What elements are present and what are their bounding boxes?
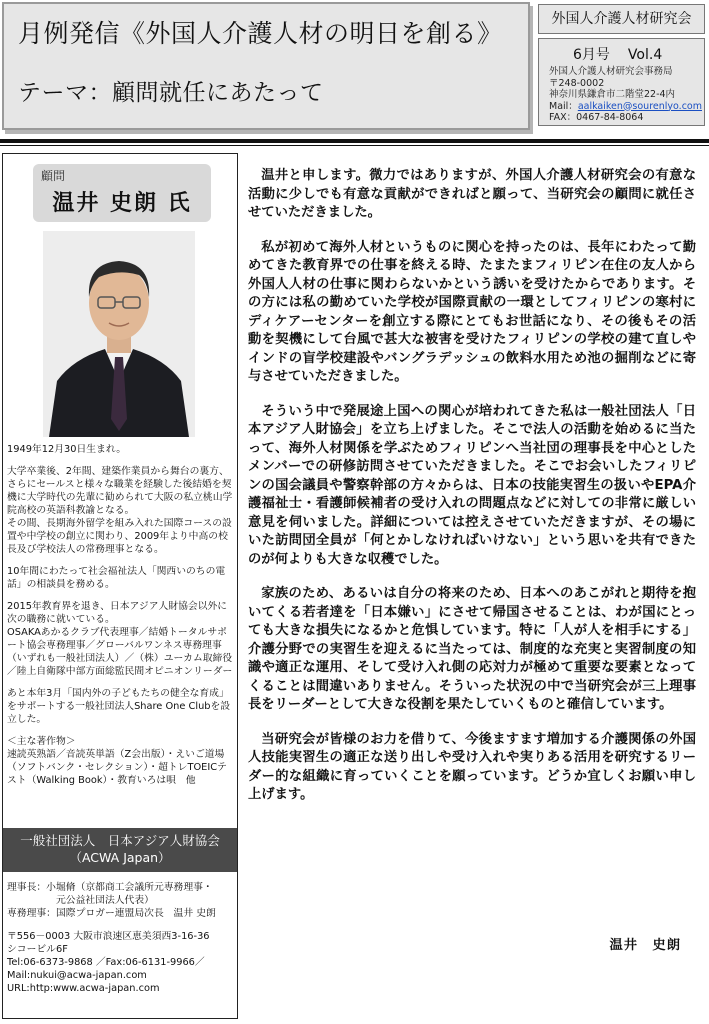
- mail-label: Mail：: [549, 100, 578, 112]
- article-paragraph: 温井と申します。微力ではありますが、外国人介護人材研究会の有意な活動に少しでも有意な貢献ができればと願って、当研究会の顧問に就任させていただきました。: [248, 168, 696, 220]
- bio-paragraph: 2015年教育界を退き、日本アジア人財協会以外に次の職務に就いている。 OSAKAあかるクラブ代表理事／結婚トータルサポート協会専務理事／グローバルワンネス専務理事（いずれも一般社団法人）／（株）ユーカム取締役／陸上自衛隊中部方面総監民間オピニオンリーダー: [7, 601, 233, 677]
- org-name: 外国人介護人材研究会: [538, 4, 705, 34]
- office-contact: [549, 66, 702, 124]
- association-name: 一般社団法人 日本アジア人財協会: [20, 833, 220, 848]
- newsletter-theme: テーマ：顧問就任にあたって: [18, 80, 324, 106]
- bio-publications: ＜主な著作物＞ 速読英熟語／音読英単語（Z会出版）・えいご道場（ソフトバンク・セレクション）・超トレTOEICテスト（Walking Book）・教育いろは唄 他: [7, 736, 227, 786]
- issue-month: 6月号: [573, 47, 610, 63]
- title-box: [2, 2, 530, 130]
- profile-bio: [7, 443, 235, 796]
- association-officer-line: 元公益社団法人代表）: [7, 895, 154, 906]
- article-paragraph: そういう中で発展途上国への関心が培われてきた私は一般社団法人「日本アジア人財協会」を立ち上げました。そこで法人の活動を始めるに当たって、海外人材関係を学ぶためフィリピンへ当社団の理事長を中心としたメンバーでの研修訪問させていただきました。そこでお会いしたフィリピンの国会議員や警察幹部の方々からは、日本の技能実習生の扱いやEPA介護福祉士・看護師候補者の受け入れの問題点などに対しての非常に厳しい意見を伺いました。詳細については控えさせていただきますが、その場にいた訪問団全員が「何とかしなければいけない」という思いを共有できたのが何よりも大きな収穫でした。: [248, 403, 696, 567]
- association-name-en: （ACWA Japan）: [69, 850, 171, 865]
- newsletter-title: 月例発信《外国人介護人材の明日を創る》: [18, 19, 503, 48]
- bio-paragraph: 10年間にわたって社会福祉法人「関西いのちの電話」の相談員を務める。: [7, 566, 226, 590]
- header-divider-thin: [0, 145, 709, 146]
- bio-paragraph: 大学卒業後、2年間、建築作業員から舞台の裏方、さらにセールスと様々な職業を経験した後結婚を契機に大学時代の先輩に勧められて大阪の私立桃山学院高校の英語科教諭となる。 その間、長期海外留学を組み入れた国際コースの設置や中学校の創立に関わり、2009年より中高の校長及び学校法人の常務理事となる。: [7, 466, 233, 555]
- name-card: [33, 164, 211, 222]
- article-paragraph: 家族のため、あるいは自分の将来のため、日本へのあこがれと期待を抱いてくる若者達を「日本嫌い」にさせて帰国させることは、わが国にとっても大きな損失になるかと危惧しています。特に「人が人を相手にする」介護分野での実習生を迎えるに当たっては、制度的な充実と実習制度の知識や適正な運用、そして受け入れ側の応対力が極めて重要な要素となってくることは間違いありません。そういった状況の中で当研究会が三上理事長をリーダーとして大きな役割を果たしていくものと確信しています。: [248, 586, 696, 712]
- association-mail[interactable]: Mail:nukui@acwa-japan.com: [7, 970, 147, 981]
- profile-role: 顧問: [41, 169, 66, 183]
- office-address: 神奈川県鎌倉市二階堂22-4内: [549, 89, 676, 100]
- profile-sidebar: [2, 153, 238, 1019]
- portrait-photo: [43, 231, 195, 437]
- article-signature: 温井 史朗: [609, 938, 681, 953]
- issue-info-box: [538, 38, 705, 126]
- bio-paragraph: あと本年3月「国内外の子どもたちの健全な育成」をサポートする一般社団法人Share One Clubを設立した。: [7, 688, 231, 725]
- office-name: 外国人介護人材研究会事務局: [549, 66, 673, 77]
- office-postal: 〒248-0002: [549, 77, 605, 89]
- mail-link[interactable]: aalkaiken@sourenlyo.com: [577, 100, 702, 112]
- association-phone-fax: Tel:06-6373-9868 ／Fax:06-6131-9966／: [7, 957, 205, 968]
- article-body: [248, 167, 696, 821]
- association-details: [7, 881, 235, 995]
- header-divider: [0, 139, 709, 143]
- article-paragraph: 私が初めて海外人材というものに関心を持ったのは、長年にわたって勤めてきた教育界での仕事を終える時、たまたまフィリピン在住の友人から外国人人材の仕事に関わらないかという誘いを受けたからであります。その方には私の勤めていた学校が国際貢献の一環としてフィリピンの寒村にディケアーセンターを創立する際にとてもお世話になり、その後もその活動を契機にして台風で甚大な被害を受けたフィリピンの学校の建て直しやインドの盲学校建設やバングラデッシュの飲料水用ため池の掘削などに寄与させていただきました。: [248, 239, 696, 384]
- association-officer-line: 専務理事：国際プロガー連盟局次長 温井 史朗: [7, 908, 216, 919]
- association-officer-line: 理事長：小堀脩（京都商工会議所元専務理事・: [7, 882, 213, 893]
- issue-number: [573, 44, 662, 64]
- office-fax: FAX：0467-84-8064: [549, 112, 644, 123]
- association-building: シコービル6F: [7, 944, 68, 955]
- article-paragraph: 当研究会が皆様のお力を借りて、今後ますます増加する介護関係の外国人技能実習生の適正な送り出しや受け入れや実りある活用を研究するリーダー的な組織に育っていくことを願っています。どうか宜しくお願い申し上げます。: [248, 731, 696, 802]
- portrait-illustration: [43, 231, 195, 437]
- issue-volume: Vol.4: [627, 47, 663, 63]
- bio-paragraph: 1949年12月30日生まれ。: [7, 444, 127, 455]
- office-mail-line: [549, 101, 702, 113]
- association-banner: [3, 828, 237, 872]
- association-address: 〒556－0003 大阪市浪速区恵美須西3-16-36: [7, 931, 210, 942]
- association-url[interactable]: URL:http:www.acwa-japan.com: [7, 983, 160, 994]
- profile-name: 温井 史朗 氏: [52, 191, 192, 216]
